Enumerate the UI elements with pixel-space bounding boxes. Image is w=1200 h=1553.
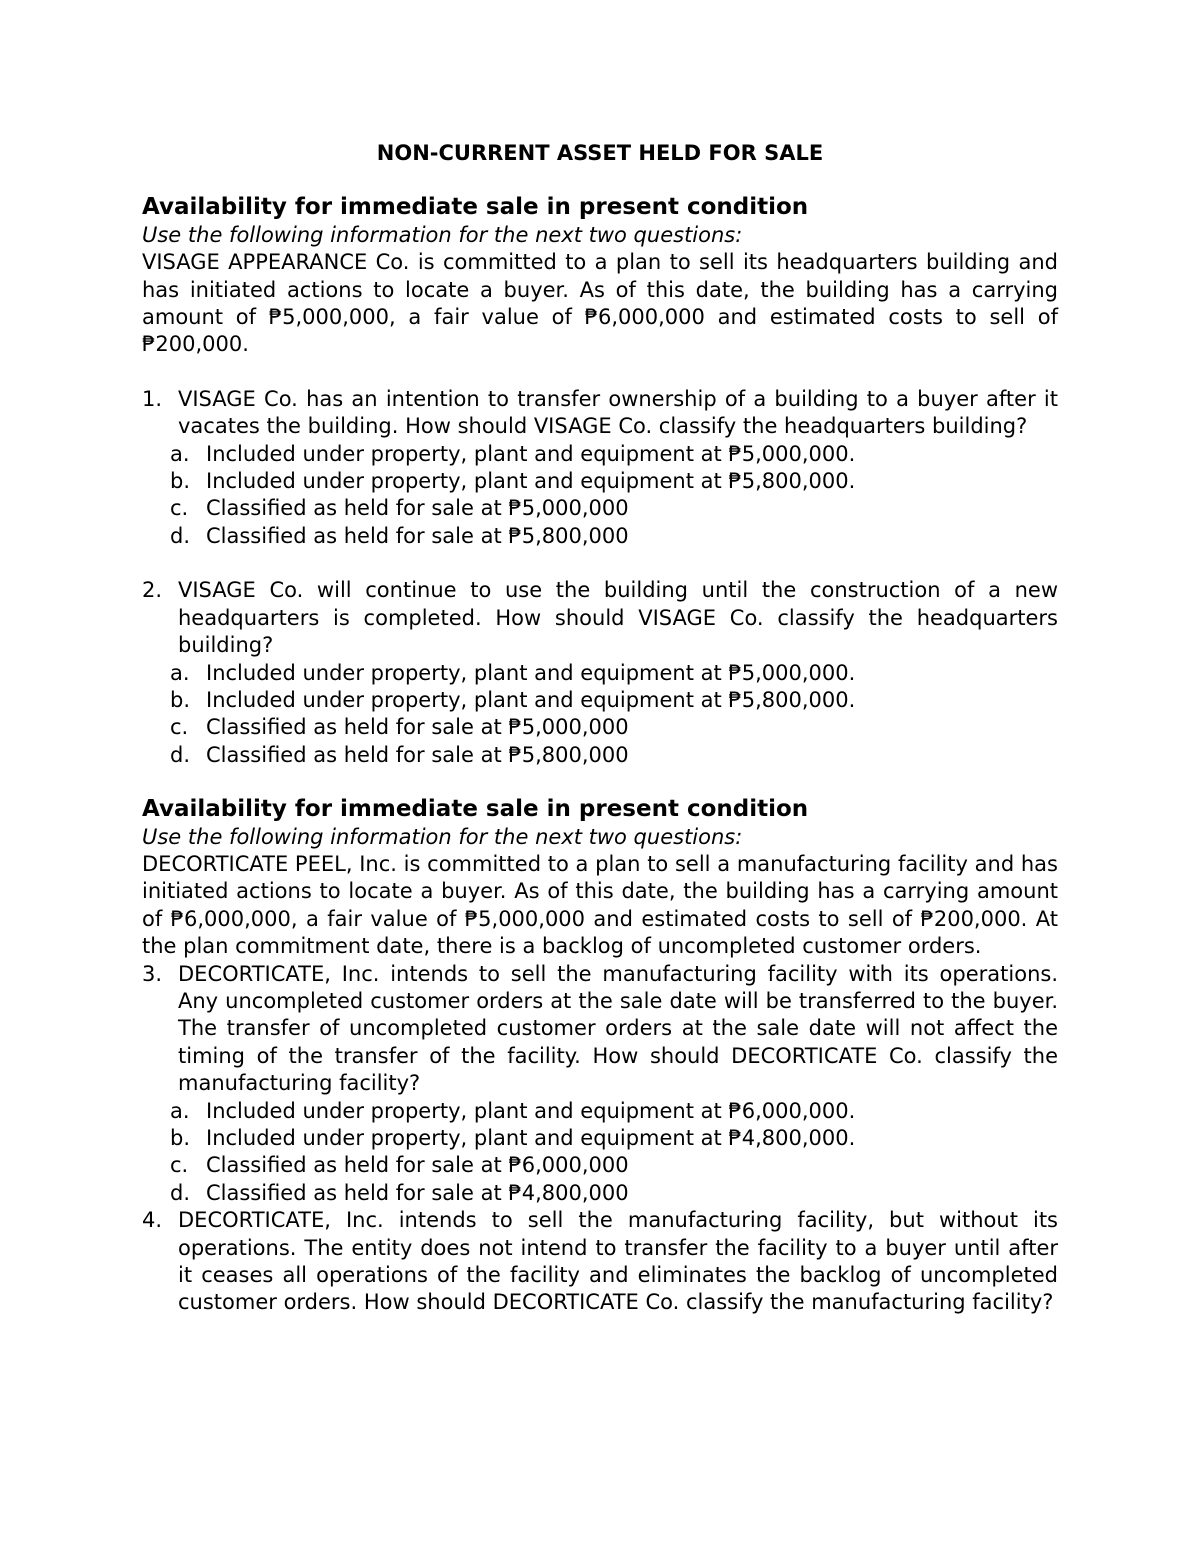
choice-item xyxy=(170,660,1058,687)
choice-list xyxy=(142,660,1058,770)
scenario-paragraph: VISAGE APPEARANCE Co. is committed to a plan to sell its headquarters building and has initiated actions to locate a buyer. As of this date, the building has a carrying amount of ₱5,000,000, a fair value of ₱6,000,000 and estimated costs to sell of ₱200,000. xyxy=(142,250,1058,357)
choice-text: Classified as held for sale at ₱6,000,000 xyxy=(206,1153,629,1178)
choice-item xyxy=(170,1180,1058,1207)
choice-letter: b. xyxy=(170,1126,191,1150)
choice-letter: b. xyxy=(170,469,191,494)
choice-text: Included under property, plant and equipment at ₱5,000,000. xyxy=(206,441,856,466)
document-page xyxy=(142,140,1058,1317)
choice-letter: d. xyxy=(170,1180,191,1205)
choice-item xyxy=(170,714,1058,741)
question-2 xyxy=(142,577,1058,659)
choice-text: Classified as held for sale at ₱5,000,000 xyxy=(206,715,629,740)
choice-letter: d. xyxy=(170,523,191,548)
choice-text: Classified as held for sale at ₱5,800,000 xyxy=(206,523,629,548)
choice-letter: a. xyxy=(170,660,190,685)
question-number: 1. xyxy=(142,386,163,411)
choice-item xyxy=(170,687,1058,714)
question-text: VISAGE Co. will continue to use the building until the construction of a new headquarters is completed. How should VISAGE Co. classify the headquarters building? xyxy=(178,578,1058,658)
choice-item xyxy=(170,468,1058,495)
choice-item xyxy=(170,742,1058,769)
choice-text: Classified as held for sale at ₱4,800,000 xyxy=(206,1180,629,1205)
question-3 xyxy=(142,961,1058,1098)
choice-text: Included under property, plant and equipment at ₱6,000,000. xyxy=(206,1098,856,1123)
section-heading: Availability for immediate sale in present condition xyxy=(142,796,809,823)
choice-list xyxy=(142,441,1058,551)
choice-text: Classified as held for sale at ₱5,800,000 xyxy=(206,742,629,767)
choice-text: Included under property, plant and equipment at ₱5,000,000. xyxy=(206,660,856,685)
scenario-paragraph: DECORTICATE PEEL, Inc. is committed to a plan to sell a manufacturing facility and has initiated actions to locate a buyer. As of this date, the building has a carrying amount of ₱6,000,000, a fair value of ₱5,000,000 and estimated costs to sell of ₱200,000. At the plan commitment date, there is a backlog of uncompleted customer orders. xyxy=(142,851,1058,959)
choice-letter: a. xyxy=(170,1098,190,1123)
choice-item xyxy=(170,441,1058,468)
choice-letter: d. xyxy=(170,742,191,767)
choice-item xyxy=(170,1125,1058,1152)
choice-item xyxy=(170,495,1058,522)
choice-item xyxy=(170,523,1058,550)
section-intro: Use the following information for the next two questions: xyxy=(142,222,743,247)
section-heading: Availability for immediate sale in present condition xyxy=(142,194,809,221)
question-text: VISAGE Co. has an intention to transfer ownership of a building to a buyer after it vacates the building. How should VISAGE Co. classify the headquarters building? xyxy=(178,386,1058,439)
choice-text: Included under property, plant and equipment at ₱5,800,000. xyxy=(206,469,856,494)
choice-text: Classified as held for sale at ₱5,000,000 xyxy=(206,496,629,521)
choice-item xyxy=(170,1152,1058,1179)
question-number: 2. xyxy=(142,578,163,603)
spacer xyxy=(142,359,1058,386)
choice-letter: c. xyxy=(170,715,189,740)
question-text: DECORTICATE, Inc. intends to sell the manufacturing facility, but without its operations. The entity does not intend to transfer the facility to a buyer until after it ceases all operations of the facility and eliminates the backlog of uncompleted customer orders. How should DECORTICATE Co. classify the manufacturing facility? xyxy=(178,1208,1058,1315)
choice-letter: c. xyxy=(170,1153,189,1178)
spacer xyxy=(142,769,1058,796)
section-decorticate xyxy=(142,796,1058,1317)
choice-text: Included under property, plant and equipment at ₱4,800,000. xyxy=(206,1126,856,1150)
question-4 xyxy=(142,1207,1058,1317)
choice-list xyxy=(142,1098,1058,1208)
choice-letter: b. xyxy=(170,687,191,712)
choice-item xyxy=(170,1098,1058,1125)
question-number: 4. xyxy=(142,1208,163,1233)
section-intro: Use the following information for the next two questions: xyxy=(142,824,743,849)
choice-letter: c. xyxy=(170,496,189,521)
section-visage xyxy=(142,194,1058,769)
choice-letter: a. xyxy=(170,441,190,466)
document-title: NON-CURRENT ASSET HELD FOR SALE xyxy=(376,141,824,165)
question-1 xyxy=(142,386,1058,441)
spacer xyxy=(142,550,1058,577)
choice-text: Included under property, plant and equipment at ₱5,800,000. xyxy=(206,687,856,712)
question-number: 3. xyxy=(142,961,163,986)
question-text: DECORTICATE, Inc. intends to sell the manufacturing facility with its operations. Any uncompleted customer orders at the sale date will be transferred to the buyer. The transfer of uncompleted customer orders at the sale date will not affect the timing of the transfer of the facility. How should DECORTICATE Co. classify the manufacturing facility? xyxy=(178,961,1058,1096)
